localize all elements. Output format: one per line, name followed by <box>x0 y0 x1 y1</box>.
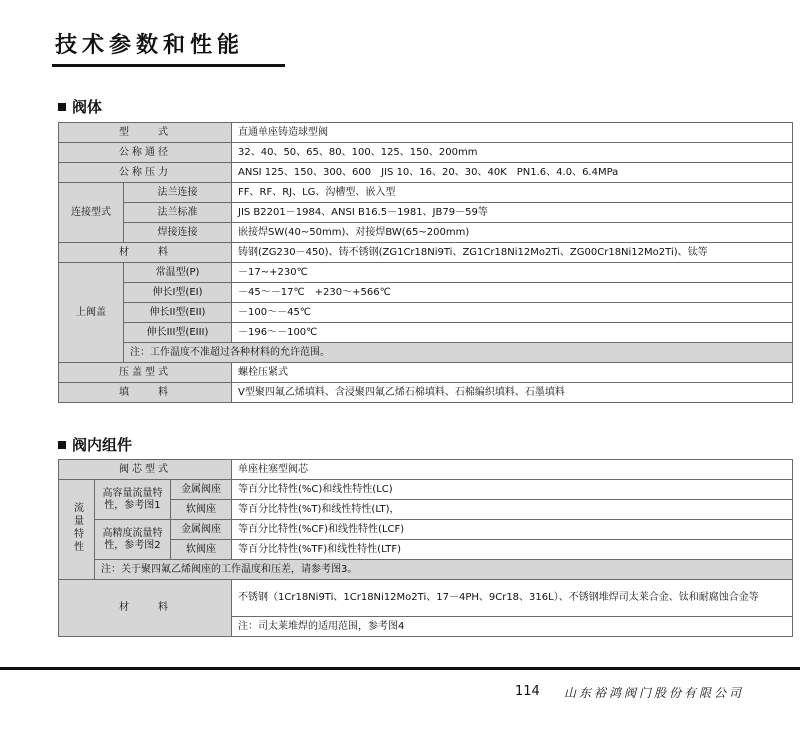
material-label: 材 料 <box>59 243 232 263</box>
flow-group-label: 高容量流量特性，参考图1 <box>95 480 171 520</box>
seat-type-label: 软阀座 <box>171 540 232 560</box>
table-row <box>59 163 793 183</box>
company-name: 山东裕鸿阀门股份有限公司 <box>564 686 745 700</box>
bonnet-type-label: 伸长I型(EI) <box>124 283 232 303</box>
page-number: 114 <box>515 684 540 699</box>
table-row <box>59 303 793 323</box>
footer-rule <box>0 667 800 670</box>
table-row <box>59 243 793 263</box>
flow-note: 注：关于聚四氟乙烯阀座的工作温度和压差，请参考图3。 <box>95 560 793 580</box>
page-title: 技术参数和性能 <box>55 33 245 58</box>
trim-material-value: 不锈钢（1Cr18Ni9Ti、1Cr18Ni12Mo2Ti、17－4PH、9Cr18、316L）、不锈钢堆焊司太莱合金、钛和耐腐蚀合金等 <box>232 580 793 617</box>
table-row <box>59 460 793 480</box>
nominal-diameter-label: 公称通径 <box>59 143 232 163</box>
bonnet-temperature: －17~+230℃ <box>232 263 793 283</box>
square-bullet-icon <box>58 103 66 111</box>
table-row <box>59 580 793 617</box>
flow-characteristic-value: 等百分比特性(%TF)和线性特性(LTF) <box>232 540 793 560</box>
type-value: 直通单座铸造球型阀 <box>232 123 793 143</box>
bonnet-type-label: 伸长II型(EII) <box>124 303 232 323</box>
connection-value: JIS B2201－1984、ANSI B16.5－1981、JB79－59等 <box>232 203 793 223</box>
gland-type-value: 螺栓压紧式 <box>232 363 793 383</box>
valve-body-table <box>58 122 793 403</box>
square-bullet-icon <box>58 441 66 449</box>
table-row <box>59 323 793 343</box>
table-row <box>59 223 793 243</box>
connection-value: 嵌接焊SW(40~50mm)、对接焊BW(65~200mm) <box>232 223 793 243</box>
section-heading-valve-body <box>58 96 102 117</box>
trim-material-label: 材 料 <box>59 580 232 637</box>
bonnet-temperature: －45～－17℃ +230～+566℃ <box>232 283 793 303</box>
table-row <box>59 123 793 143</box>
flow-characteristic-text: 流量特性 <box>71 501 83 554</box>
table-row <box>59 383 793 403</box>
table-row <box>59 283 793 303</box>
bonnet-note: 注：工作温度不准超过各种材料的允许范围。 <box>124 343 793 363</box>
table-row <box>59 363 793 383</box>
packing-label: 填 料 <box>59 383 232 403</box>
table-row <box>59 560 793 580</box>
flow-characteristic-label <box>59 480 95 580</box>
bonnet-temperature: －100～－45℃ <box>232 303 793 323</box>
connection-type-label: 连接型式 <box>59 183 124 243</box>
trim-material-note: 注：司太莱堆焊的适用范围，参考图4 <box>232 617 793 637</box>
title-underline <box>52 64 285 67</box>
plug-type-label: 阀芯型式 <box>59 460 232 480</box>
flow-characteristic-value: 等百分比特性(%T)和线性特性(LT)， <box>232 500 793 520</box>
plug-type-value: 单座柱塞型阀芯 <box>232 460 793 480</box>
seat-type-label: 软阀座 <box>171 500 232 520</box>
table-row <box>59 520 793 540</box>
bonnet-type-label: 伸长III型(EIII) <box>124 323 232 343</box>
seat-type-label: 金属阀座 <box>171 480 232 500</box>
section-title: 阀内组件 <box>72 436 133 454</box>
flow-characteristic-value: 等百分比特性(%CF)和线性特性(LCF) <box>232 520 793 540</box>
table-row <box>59 203 793 223</box>
type-label: 型 式 <box>59 123 232 143</box>
table-row <box>59 343 793 363</box>
connection-value: FF、RF、RJ、LG、沟槽型、嵌入型 <box>232 183 793 203</box>
nominal-pressure-value: ANSI 125、150、300、600 JIS 10、16、20、30、40K PN1.6、4.0、6.4MPa <box>232 163 793 183</box>
material-value: 铸钢(ZG230－450)、铸不锈钢(ZG1Cr18Ni9Ti、ZG1Cr18Ni12Mo2Ti、ZG00Cr18Ni12Mo2Ti)、钛等 <box>232 243 793 263</box>
nominal-diameter-value: 32、40、50、65、80、100、125、150、200mm <box>232 143 793 163</box>
connection-sub-label: 焊接连接 <box>124 223 232 243</box>
table-row <box>59 183 793 203</box>
packing-value: V型聚四氟乙烯填料、含浸聚四氟乙烯石棉填料、石棉编织填料、石墨填料 <box>232 383 793 403</box>
section-heading-trim <box>58 434 132 455</box>
connection-sub-label: 法兰连接 <box>124 183 232 203</box>
gland-type-label: 压盖型式 <box>59 363 232 383</box>
bonnet-temperature: －196～－100℃ <box>232 323 793 343</box>
flow-group-label: 高精度流量特性，参考图2 <box>95 520 171 560</box>
table-row <box>59 143 793 163</box>
section-title: 阀体 <box>72 98 103 116</box>
bonnet-label: 上阀盖 <box>59 263 124 363</box>
table-row <box>59 263 793 283</box>
connection-sub-label: 法兰标准 <box>124 203 232 223</box>
table-row <box>59 480 793 500</box>
nominal-pressure-label: 公称压力 <box>59 163 232 183</box>
trim-table <box>58 459 793 637</box>
flow-characteristic-value: 等百分比特性(%C)和线性特性(LC) <box>232 480 793 500</box>
bonnet-type-label: 常温型(P) <box>124 263 232 283</box>
seat-type-label: 金属阀座 <box>171 520 232 540</box>
